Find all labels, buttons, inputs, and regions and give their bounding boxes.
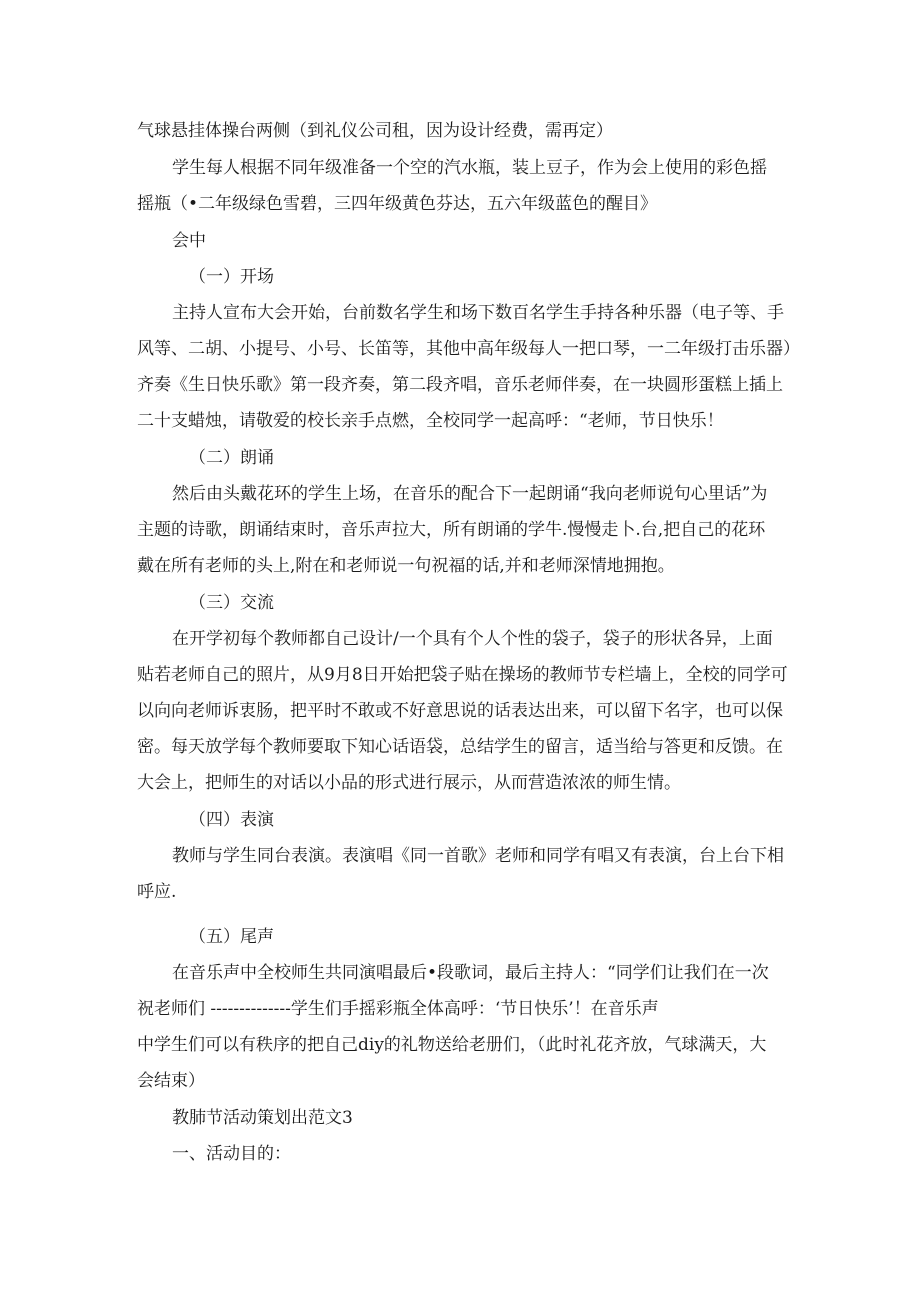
subsection-heading: （三）交流 [189, 593, 274, 613]
section-heading: 一、活动目的： [172, 1144, 291, 1164]
text-line: 在音乐声中全校师生共同演唱最后•段歌词，最后主持人：“同学们让我们在一次 [172, 963, 769, 983]
subsection-heading: （二）朗诵 [189, 448, 274, 468]
text-line: 主题的诗歌，朗诵结束时，音乐声拉大，所有朗诵的学牛.慢慢走卜.台,把自己的花环 [137, 520, 766, 540]
text-line: 学生每人根据不同年级准备一个空的汽水瓶，装上豆子，作为会上使用的彩色摇 [172, 158, 767, 178]
text-line: 祝老师们 --------------学生们手摇彩瓶全体高呼：‘节日快乐’！在音乐声 [137, 999, 659, 1019]
text-line: 戴在所有老师的头上,附在和老师说一句祝福的话,并和老师深情地拥抱。 [137, 556, 675, 576]
subsection-heading: （一）开场 [189, 267, 274, 287]
text-line: 气球悬挂体操台两侧（到礼仪公司租，因为设计经费，需再定） [137, 121, 613, 141]
text-line: 会结束） [137, 1071, 205, 1091]
text-line: 摇瓶（•二年级绿色雪碧，三四年级黄色芬达，五六年级蓝色的醒目》 [137, 194, 658, 214]
text-line: 然后由头戴花环的学生上场，在音乐的配合下一起朗诵“我向老师说句心里话”为 [172, 484, 768, 504]
text-line: 呼应. [137, 882, 177, 902]
section-heading: 教肺节活动策划出范文3 [172, 1108, 353, 1128]
text-line: 主持人宣布大会开始，台前数名学生和场下数百名学生手持各种乐器（电子等、手 [172, 303, 784, 323]
subsection-heading: （五）尾声 [189, 927, 274, 947]
text-line: 中学生们可以有秩序的把自己diy的礼物送给老册们，（此时礼花齐放，气球满天，大 [137, 1035, 767, 1055]
text-line: 风等、二胡、小提号、小号、长笛等，其他中高年级每人一把口琴，一二年级打击乐器） [137, 339, 800, 359]
text-line: 在开学初每个教师都自己设计/一个具有个人个性的袋子，袋子的形状各异，上面 [172, 629, 773, 649]
text-line: 以向向老师诉衷肠，把平时不敢或不好意思说的话表达出来，可以留下名字，也可以保 [137, 701, 783, 721]
text-line: 二十支蜡烛，请敬爱的校长亲手点燃，全校同学一起高呼：“老师，节日快乐！ [137, 411, 724, 431]
section-heading: 会中 [172, 231, 206, 251]
text-line: 密。每天放学每个教师要取下知心话语袋，总结学生的留言，适当给与答更和反馈。在 [137, 737, 783, 757]
text-line: 贴若老师自己的照片，从9月8日开始把袋子贴在操场的教师节专栏墙上，全校的同学可 [137, 665, 788, 685]
text-line: 教师与学生同台表演。表演唱《同一首歌》老师和同学有唱又有表演，台上台下相 [172, 846, 784, 866]
subsection-heading: （四）表演 [189, 810, 274, 830]
text-line: 齐奏《生日快乐歌》第一段齐奏，第二段齐唱，音乐老师伴奏，在一块圆形蛋糕上插上 [137, 375, 783, 395]
text-line: 大会上，把师生的对话以小品的形式进行展示，从而营造浓浓的师生情。 [137, 773, 681, 793]
